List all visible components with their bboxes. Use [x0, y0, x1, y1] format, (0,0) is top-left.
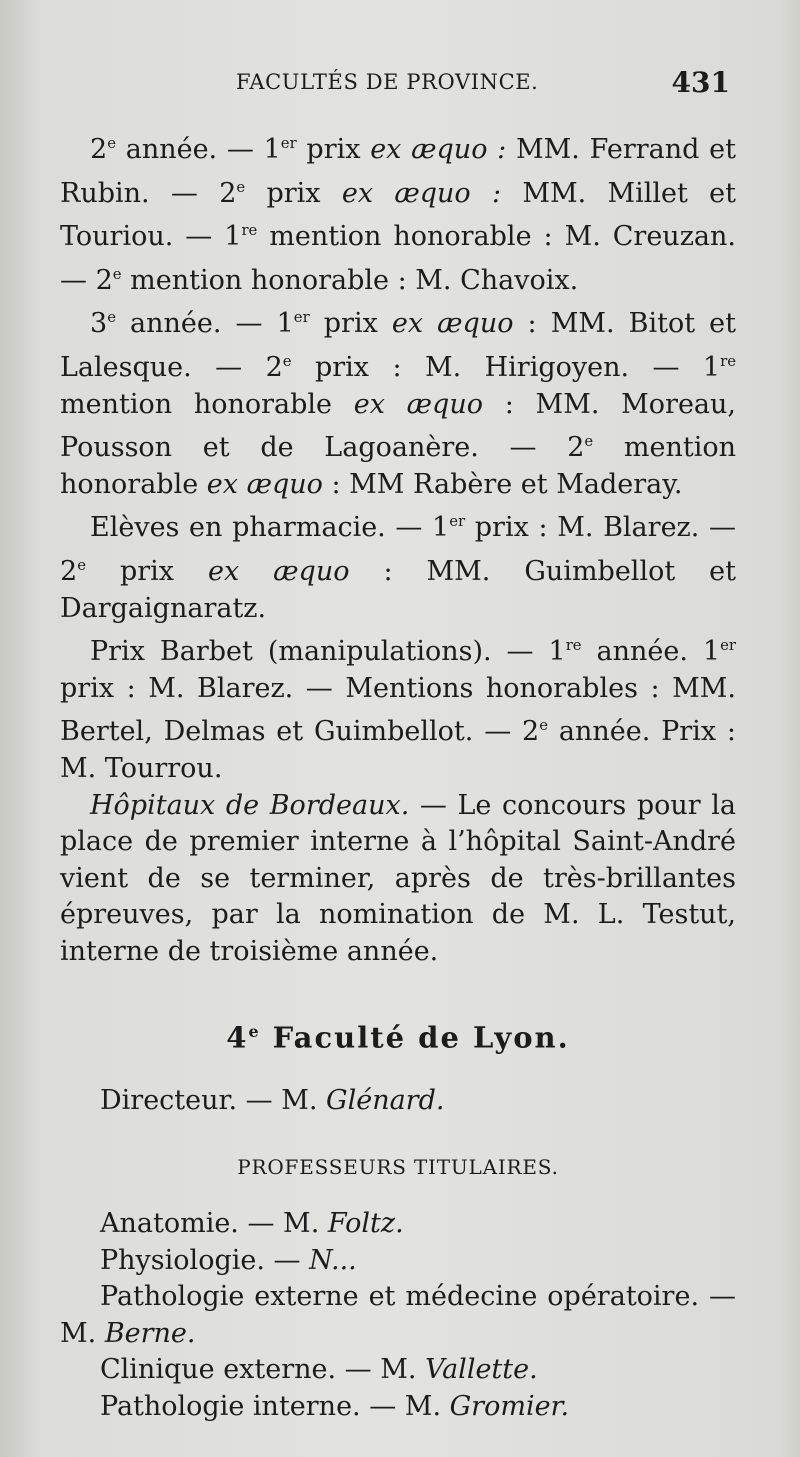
director-line: Directeur. — M. Glénard.: [100, 1084, 445, 1116]
paragraph-third-year: 3e année. — 1er prix ex æquo : MM. Bitot et Lalesque. — 2e prix : M. Hirigoyen. — 1re mention honorable ex æquo : MM. Moreau, Pousson et de Lagoanère. — 2e mention honorable ex æquo : MM Rabère et Maderay.: [60, 308, 737, 500]
professor-entry: Pathologie interne. — M. Gromier.: [100, 1390, 570, 1422]
professors-subtitle: PROFESSEURS TITULAIRES.: [237, 1155, 559, 1180]
paragraph-prix-barbet: Prix Barbet (manipulations). — 1re année. 1er prix : M. Blarez. — Mentions honorables : MM. Bertel, Delmas et Guimbellot. — 2e année. Prix : M. Tourrou.: [60, 636, 737, 784]
section-title: 4e Faculté de Lyon.: [226, 1021, 570, 1056]
page-body: [60, 125, 736, 1425]
professor-entry: Pathologie externe et médecine opératoire. — M. Berne.: [60, 1281, 736, 1349]
paragraph-second-year: 2e année. — 1er prix ex æquo : MM. Ferrand et Rubin. — 2e prix ex æquo : MM. Millet et Touriou. — 1re mention honorable : M. Creuzan. — 2e mention honorable : M. Chavoix.: [60, 134, 737, 296]
spacer: [60, 970, 736, 1006]
professor-entry: Physiologie. — N...: [100, 1244, 357, 1276]
professor-entry: Clinique externe. — M. Vallette.: [100, 1354, 538, 1386]
professor-entry: Anatomie. — M. Foltz.: [100, 1207, 404, 1239]
page-number: 431: [671, 66, 730, 99]
running-title: FACULTÉS DE PROVINCE.: [236, 70, 539, 94]
paragraph-hospitals-bordeaux: Hôpitaux de Bordeaux. — Le concours pour la place de premier interne à l’hôpital Saint-André vient de se terminer, après de très-brillantes épreuves, par la nomination de M. L. Testut, interne de troisième année.: [60, 789, 737, 967]
page-header: [60, 62, 736, 102]
paragraph-pharmacy-students: Elèves en pharmacie. — 1er prix : M. Blarez. — 2e prix ex æquo : MM. Guimbellot et Dargaignaratz.: [60, 512, 736, 624]
